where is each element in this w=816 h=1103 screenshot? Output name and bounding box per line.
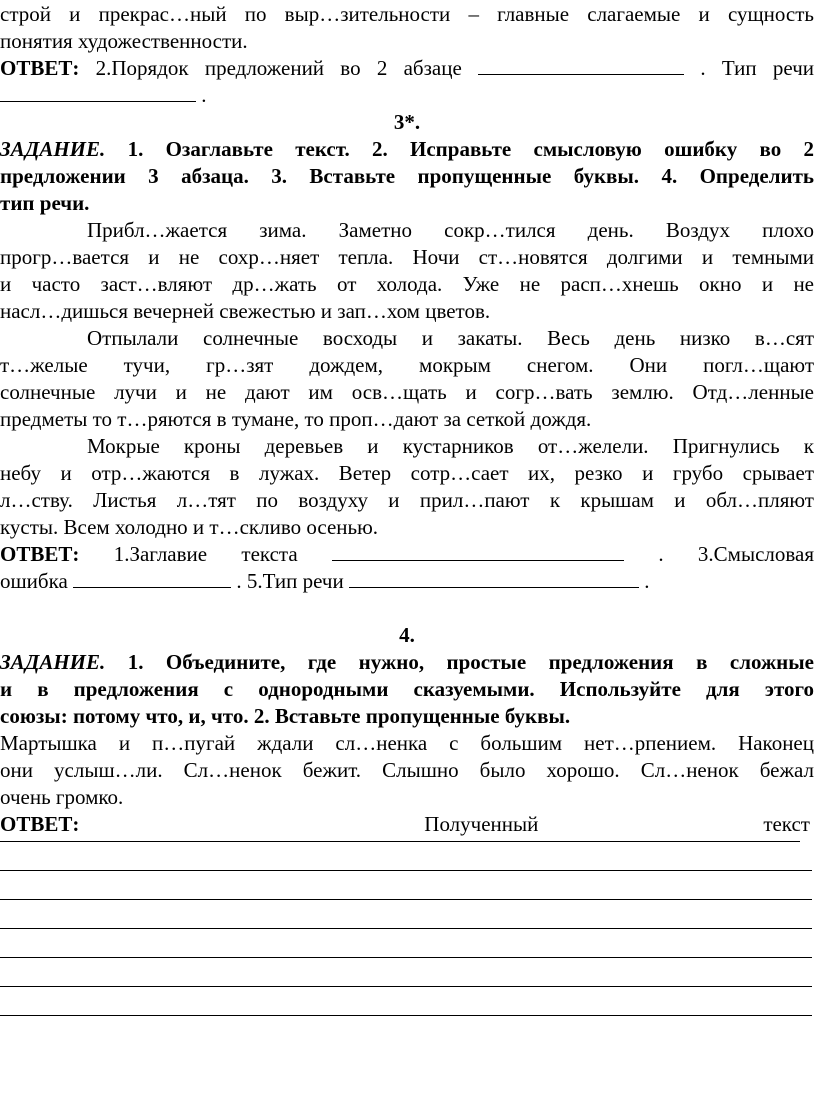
paragraph-line: т…желые тучи, гр…зят дождем, мокрым снегом. Они погл…щают <box>0 353 814 377</box>
task-label: ЗАДАНИЕ. <box>0 650 106 674</box>
answer-text: . 5.Тип речи <box>231 569 349 593</box>
answer-text: текст <box>763 812 810 836</box>
answer-blank-field[interactable] <box>332 542 624 561</box>
task-text: тип речи. <box>0 191 90 215</box>
sec2-text-line: строй и прекрас…ный по выр…зительности – главные слагаемые и сущность <box>0 2 814 26</box>
answer-text: . 3.Смысловая <box>624 542 814 566</box>
task-text: и в предложения с однородными сказуемыми. Используйте для этого <box>0 677 814 701</box>
paragraph-line: Мартышка и п…пугай ждали сл…ненка с большим нет…рпением. Наконец <box>0 731 814 755</box>
answer-rule-line[interactable] <box>0 928 812 929</box>
answer-rule-line[interactable] <box>0 1015 812 1016</box>
task-text: предложении 3 абзаца. 3. Вставьте пропущенные буквы. 4. Определить <box>0 164 814 188</box>
answer-label: ОТВЕТ: <box>0 542 80 566</box>
paragraph-line: Отпылали солнечные восходы и закаты. Весь день низко в…сят <box>87 326 814 350</box>
paragraph-line: и часто заст…вляют др…жать от холода. Уже не расп…хнешь окно и не <box>0 272 814 296</box>
paragraph-line: Прибл…жается зима. Заметно сокр…тился день. Воздух плохо <box>87 218 814 242</box>
answer-blank-field[interactable] <box>73 569 231 588</box>
answer-rule-line[interactable] <box>0 870 812 871</box>
sec4-answer-line <box>0 811 810 838</box>
sec2-answer-line <box>0 82 814 109</box>
paragraph-line: л…ству. Листья л…тят по воздуху и прил…пают к крышам и обл…пляют <box>0 488 814 512</box>
answer-lines <box>0 841 814 1016</box>
paragraph-line: они услыш…ли. Сл…ненок бежит. Слышно было хорошо. Сл…ненок бежал <box>0 758 814 782</box>
paragraph-line: Мокрые кроны деревьев и кустарников от…желели. Пригнулись к <box>87 434 814 458</box>
paragraph-line: предметы то т…ряются в тумане, то проп…дают за сеткой дождя. <box>0 407 592 431</box>
answer-text: ошибка <box>0 569 74 593</box>
paragraph-line: небу и отр…жаются в лужах. Ветер сотр…сает их, резко и грубо срывает <box>0 461 814 485</box>
paragraph-line: кусты. Всем холодно и т…скливо осенью. <box>0 515 379 539</box>
paragraph-line: прогр…вается и не сохр…няет тепла. Ночи ст…новятся долгими и темными <box>0 245 814 269</box>
task-heading <box>0 136 814 163</box>
answer-rule-line[interactable] <box>0 957 812 958</box>
paragraph-line: насл…дишься вечерней свежестью и зап…хом цветов. <box>0 299 491 323</box>
answer-rule-line[interactable] <box>0 986 812 987</box>
sec3-answer-line <box>0 568 814 595</box>
answer-blank-field[interactable] <box>349 569 639 588</box>
sec2-text-line: понятия художественности. <box>0 29 248 53</box>
answer-blank-field[interactable] <box>478 56 684 75</box>
sec3-answer-line <box>0 541 814 568</box>
answer-label: ОТВЕТ: <box>0 56 80 80</box>
answer-text: . <box>638 569 650 593</box>
answer-text: 2.Порядок предложений во 2 абзаце <box>79 56 479 80</box>
task-text: союзы: потому что, и, что. 2. Вставьте пропущенные буквы. <box>0 704 571 728</box>
answer-text: Полученный <box>424 812 539 836</box>
section-number: 4. <box>399 623 415 647</box>
answer-text: . <box>196 83 207 107</box>
paragraph-line: солнечные лучи и не дают им осв…щать и согр…вать землю. Отд…ленные <box>0 380 814 404</box>
paragraph-line: очень громко. <box>0 785 124 809</box>
task-text: 1. Объедините, где нужно, простые предложения в сложные <box>105 650 814 674</box>
answer-text: 1.Заглавие текста <box>79 542 333 566</box>
answer-label: ОТВЕТ: <box>0 812 80 836</box>
sec2-answer-line <box>0 55 814 82</box>
spacer <box>0 595 814 622</box>
section-number: 3*. <box>393 110 421 134</box>
task-heading <box>0 649 814 676</box>
answer-text: . Тип речи <box>684 56 814 80</box>
task-label: ЗАДАНИЕ. <box>0 137 106 161</box>
answer-blank-field[interactable] <box>0 83 196 102</box>
task-text: 1. Озаглавьте текст. 2. Исправьте смысловую ошибку во 2 <box>105 137 814 161</box>
answer-rule-line[interactable] <box>0 841 800 842</box>
answer-rule-line[interactable] <box>0 899 812 900</box>
